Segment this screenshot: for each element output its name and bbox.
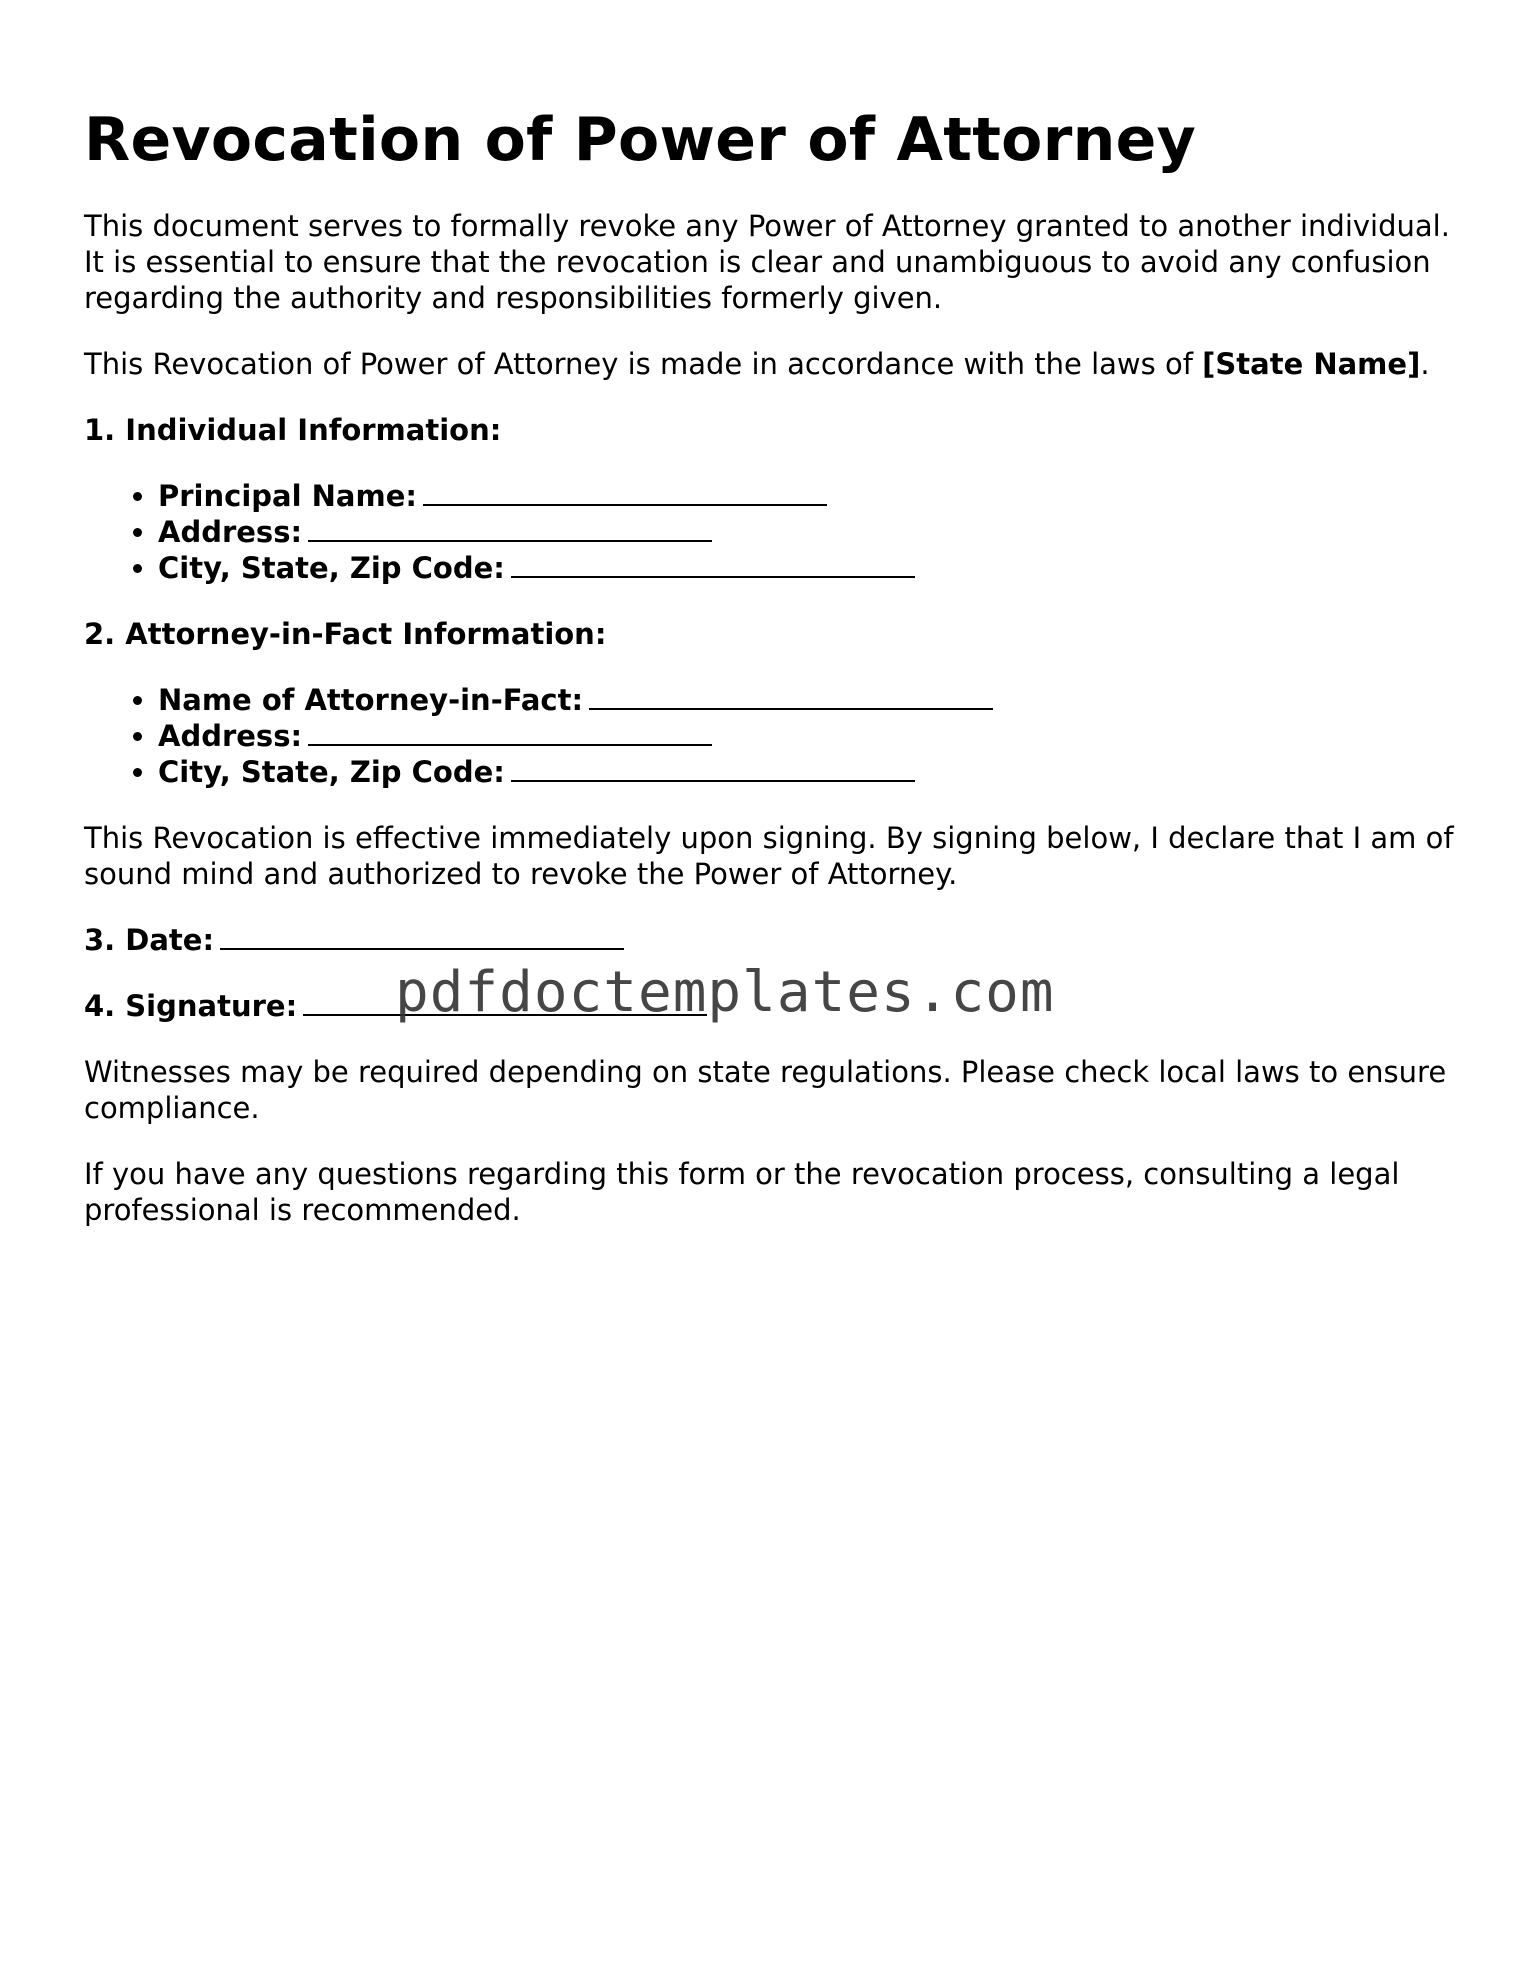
questions-paragraph: If you have any questions regarding this form or the revocation process, consulting a legal professional is recommended.	[84, 1157, 1400, 1227]
principal-name-field[interactable]	[423, 478, 827, 506]
list-item	[158, 550, 1464, 586]
signature-label: 4. Signature:	[84, 989, 298, 1023]
principal-address-field[interactable]	[308, 514, 712, 542]
law-suffix: .	[1420, 347, 1430, 381]
attorney-city-state-zip-field[interactable]	[511, 754, 915, 782]
document-title: Revocation of Power of Attorney	[84, 105, 1197, 175]
attorney-name-field[interactable]	[589, 682, 993, 710]
witness-paragraph: Witnesses may be required depending on state regulations. Please check local laws to ensure compliance.	[84, 1055, 1447, 1125]
attorney-address-field[interactable]	[308, 718, 712, 746]
date-label: 3. Date:	[84, 923, 215, 957]
watermark-text: pdfdoctemplates.com	[395, 960, 1055, 1025]
section-individual-heading: 1. Individual Information:	[84, 413, 502, 447]
individual-info-list	[84, 478, 1464, 586]
attorney-info-list	[84, 682, 1464, 790]
law-prefix: This Revocation of Power of Attorney is made in accordance with the laws of	[84, 347, 1203, 381]
document-page	[84, 100, 1464, 1258]
principal-name-label: Principal Name:	[158, 479, 417, 513]
date-field[interactable]	[220, 922, 624, 950]
list-item	[158, 514, 1464, 550]
list-item	[158, 478, 1464, 514]
principal-city-state-zip-field[interactable]	[511, 550, 915, 578]
principal-address-label: Address:	[158, 515, 303, 549]
list-item	[158, 682, 1464, 718]
principal-city-state-zip-label: City, State, Zip Code:	[158, 551, 505, 585]
state-name-placeholder: [State Name]	[1202, 347, 1421, 381]
list-item	[158, 718, 1464, 754]
attorney-city-state-zip-label: City, State, Zip Code:	[158, 755, 505, 789]
date-row	[84, 922, 1464, 958]
governing-law-paragraph	[84, 346, 1464, 382]
attorney-address-label: Address:	[158, 719, 303, 753]
attorney-name-label: Name of Attorney-in-Fact:	[158, 683, 584, 717]
effective-paragraph: This Revocation is effective immediately upon signing. By signing below, I declare that I am of sound mind and authorized to revoke the Power of Attorney.	[84, 821, 1454, 891]
section-attorney-heading: 2. Attorney-in-Fact Information:	[84, 617, 607, 651]
intro-paragraph: This document serves to formally revoke any Power of Attorney granted to another individual. It is essential to ensure that the revocation is clear and unambiguous to avoid any confusion regarding the authority and responsibilities formerly given.	[84, 209, 1450, 315]
list-item	[158, 754, 1464, 790]
